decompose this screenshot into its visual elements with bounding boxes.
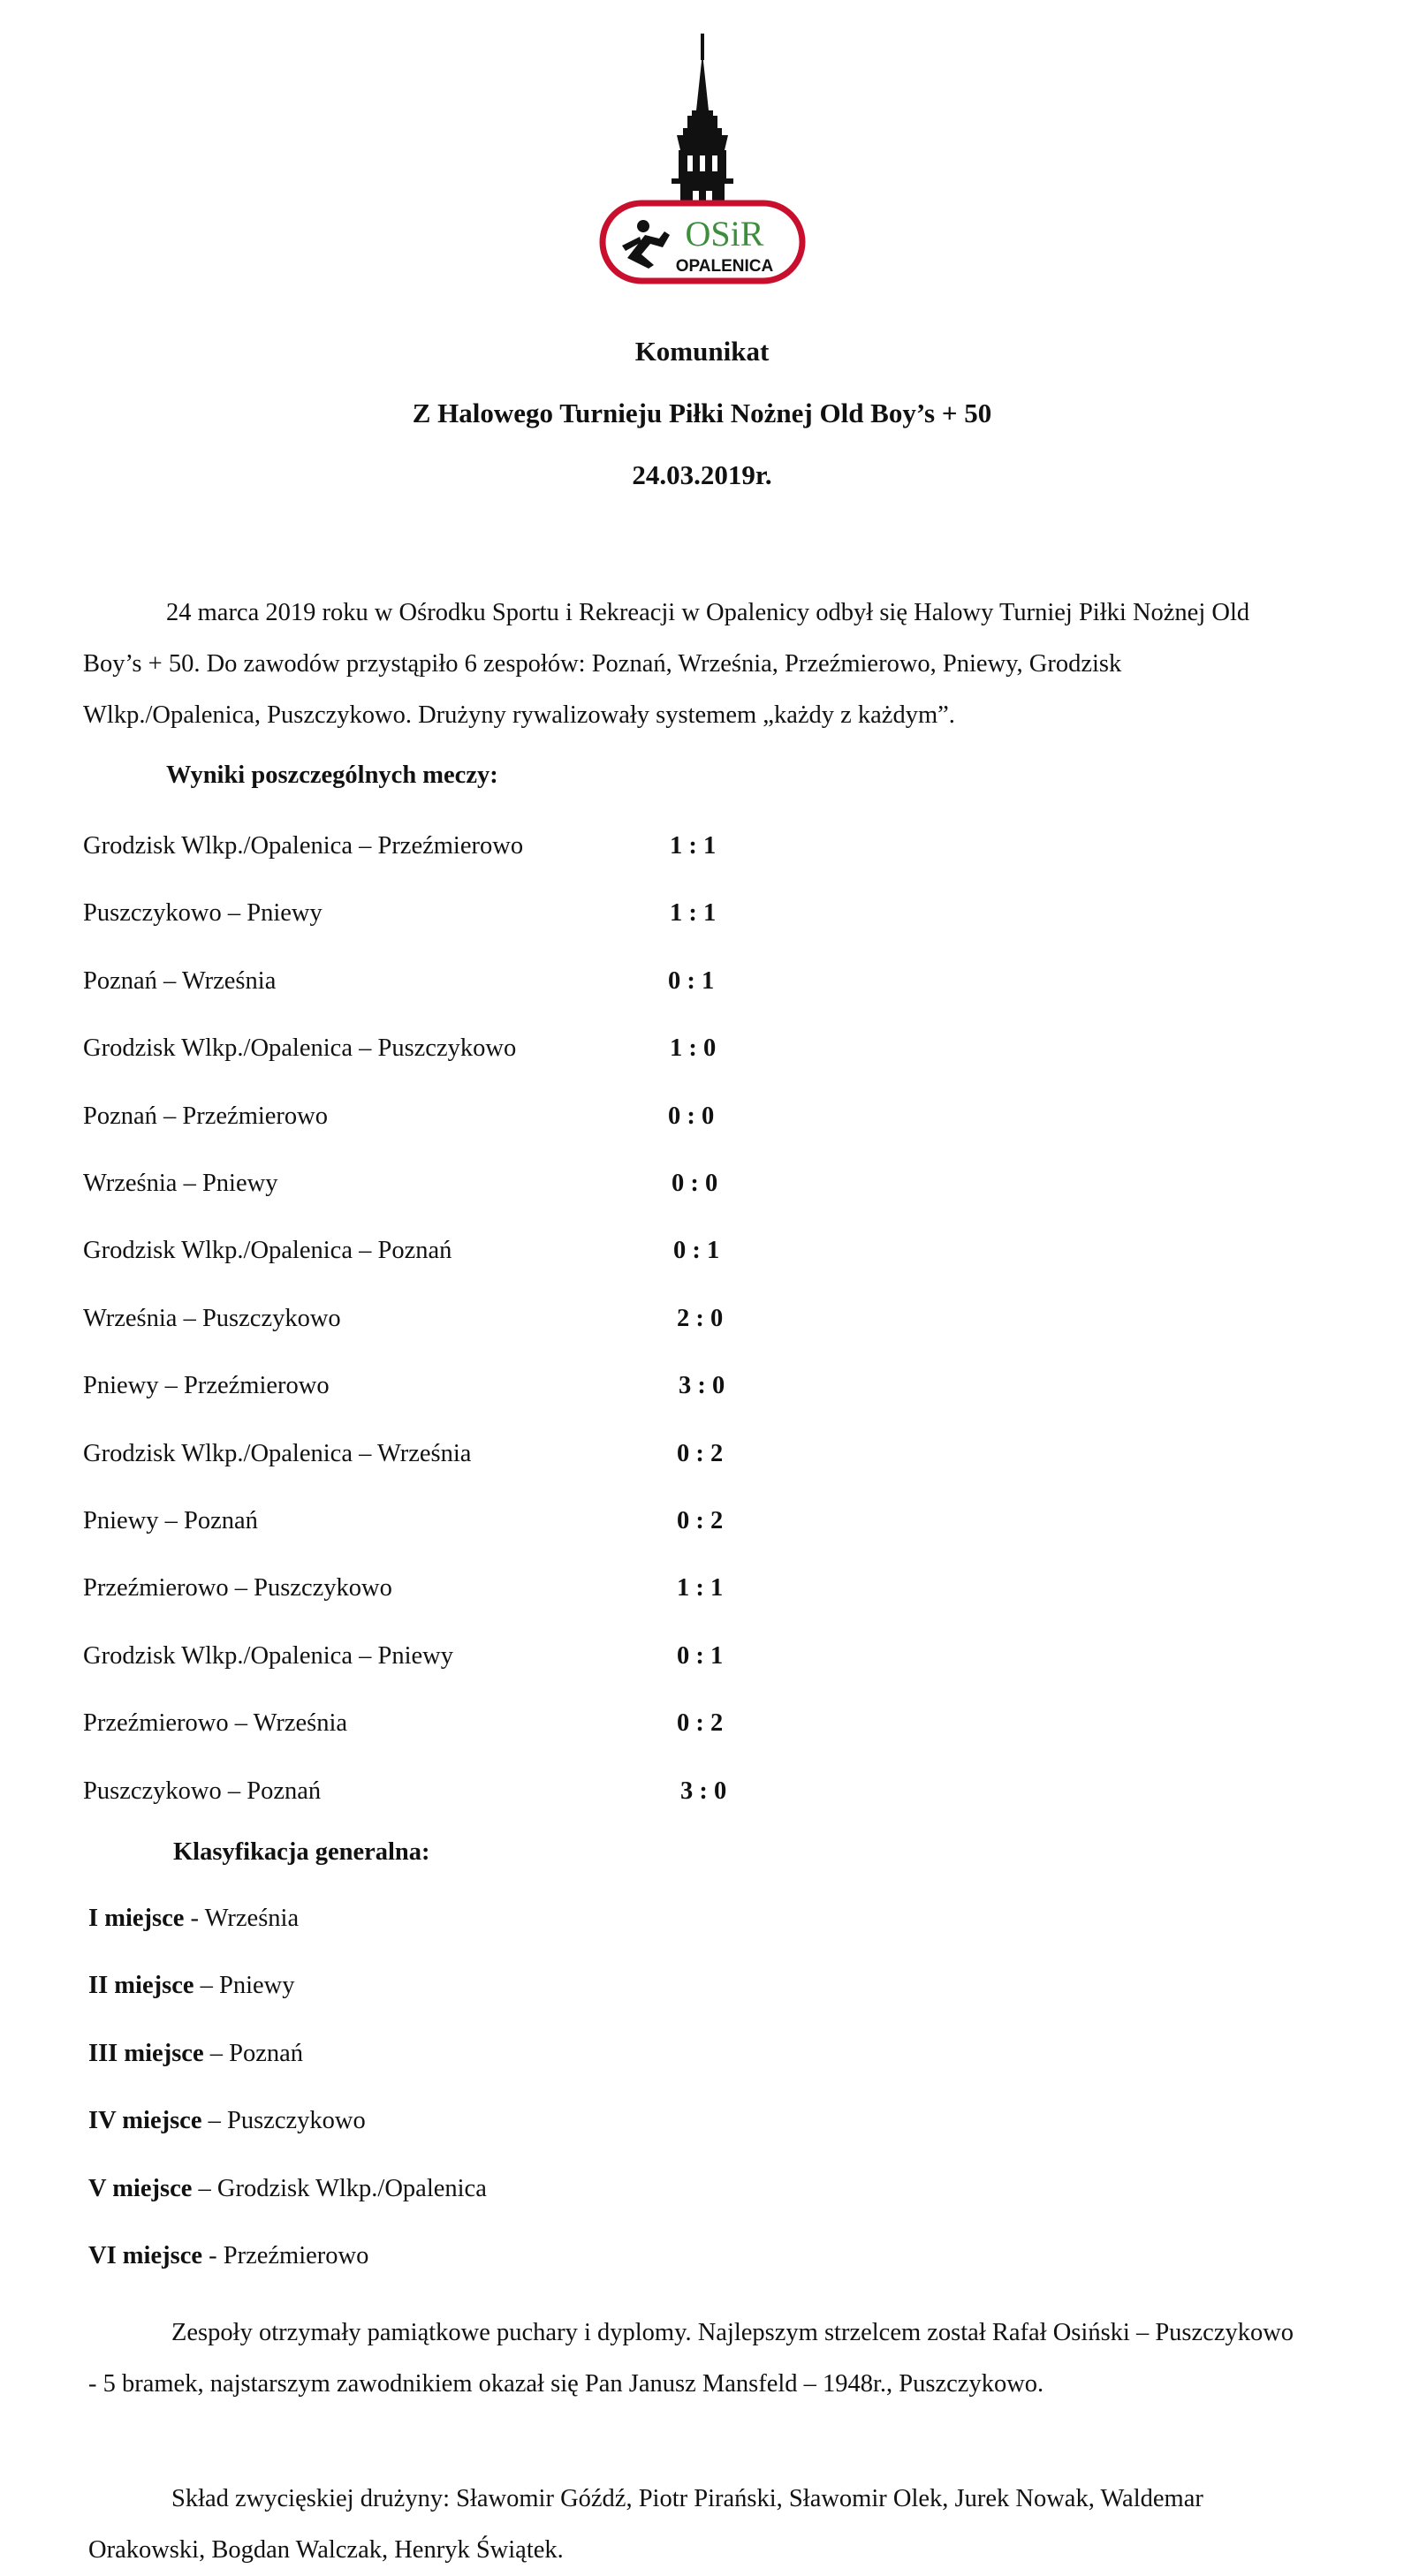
standing-place: IV miejsce bbox=[88, 2107, 202, 2135]
match-teams: Pniewy – Przeźmierowo bbox=[83, 1372, 330, 1400]
title-tournament: Z Halowego Turnieju Piłki Nożnej Old Boy’s + 50 bbox=[412, 398, 992, 428]
standing-separator: – bbox=[194, 1972, 219, 2000]
match-teams: Grodzisk Wlkp./Opalenica – Poznań bbox=[83, 1237, 452, 1265]
match-row bbox=[83, 832, 878, 868]
title-date: 24.03.2019r. bbox=[632, 459, 772, 490]
match-score: 0 : 0 bbox=[672, 1170, 718, 1197]
match-score: 3 : 0 bbox=[679, 1372, 725, 1400]
match-row bbox=[83, 1777, 878, 1813]
match-teams: Września – Puszczykowo bbox=[83, 1304, 341, 1332]
standing-row bbox=[88, 1905, 299, 1933]
standing-team: Września bbox=[204, 1905, 300, 1932]
standing-row bbox=[88, 2040, 303, 2068]
standing-separator: - bbox=[202, 2242, 224, 2269]
match-score: 0 : 1 bbox=[668, 966, 715, 995]
standing-team: Przeźmierowo bbox=[223, 2242, 369, 2269]
osir-opalenica-logo bbox=[592, 27, 813, 292]
match-teams: Grodzisk Wlkp./Opalenica – Pniewy bbox=[83, 1641, 453, 1670]
match-teams: Puszczykowo – Poznań bbox=[83, 1777, 322, 1805]
standing-place: II miejsce bbox=[88, 1972, 194, 2000]
match-score: 1 : 1 bbox=[670, 899, 717, 928]
match-row bbox=[83, 1709, 878, 1745]
standing-team: Poznań bbox=[229, 2039, 303, 2067]
match-score: 1 : 1 bbox=[677, 1574, 724, 1602]
match-score: 1 : 1 bbox=[670, 832, 717, 860]
standing-place: VI miejsce bbox=[88, 2242, 202, 2269]
standing-place: V miejsce bbox=[88, 2174, 193, 2202]
match-row bbox=[83, 1574, 878, 1610]
match-teams: Poznań – Września bbox=[83, 966, 277, 995]
match-teams: Pniewy – Poznań bbox=[83, 1507, 258, 1534]
match-teams: Grodzisk Wlkp./Opalenica – Września bbox=[83, 1439, 472, 1467]
match-teams: Grodzisk Wlkp./Opalenica – Przeźmierowo bbox=[83, 832, 524, 860]
standing-separator: – bbox=[201, 2107, 227, 2135]
match-teams: Puszczykowo – Pniewy bbox=[83, 899, 323, 928]
match-score: 0 : 2 bbox=[677, 1507, 724, 1534]
award-paragraph: Zespoły otrzymały pamiątkowe puchary i dyplomy. Najlepszym strzelcem został Rafał Osiński – Puszczykowo - 5 bramek, najstarszym zawodnikiem okazał się Pan Janusz Mansfeld – 1948r., Puszczykowo. bbox=[88, 2319, 1294, 2398]
logo-opalenica-text: OPALENICA bbox=[675, 257, 774, 276]
match-row bbox=[83, 1034, 878, 1070]
match-row bbox=[83, 1507, 878, 1542]
title-komunikat: Komunikat bbox=[634, 336, 770, 367]
match-row bbox=[83, 1237, 878, 1272]
classification-heading: Klasyfikacja generalna: bbox=[173, 1838, 430, 1866]
match-score: 1 : 0 bbox=[670, 1034, 717, 1063]
match-score: 0 : 2 bbox=[677, 1709, 724, 1738]
squad-paragraph: Skład zwycięskiej drużyny: Sławomir Góźdź, Piotr Pirański, Sławomir Olek, Jurek Nowak, Waldemar Orakowski, Bogdan Walczak, Henryk Świątek. bbox=[88, 2485, 1203, 2564]
match-teams: Przeźmierowo – Września bbox=[83, 1709, 348, 1738]
standing-team: Grodzisk Wlkp./Opalenica bbox=[216, 2174, 487, 2202]
standing-row bbox=[88, 1972, 295, 2000]
match-score: 0 : 2 bbox=[677, 1439, 724, 1467]
standing-separator: – bbox=[192, 2174, 217, 2202]
match-row bbox=[83, 1440, 878, 1475]
match-score: 2 : 0 bbox=[677, 1304, 724, 1332]
intro-paragraph: 24 marca 2019 roku w Ośrodku Sportu i Rekreacji w Opalenicy odbył się Halowy Turniej Piłki Nożnej Old Boy’s + 50. Do zawodów przystąpiło 6 zespołów: Poznań, Września, Przeźmierowo, Pniewy, Grodzisk Wlkp./Opalenica, Puszczykowo. Drużyny rywalizowały systemem „każdy z każdym”. bbox=[83, 599, 1250, 729]
match-teams: Grodzisk Wlkp./Opalenica – Puszczykowo bbox=[83, 1034, 517, 1063]
logo-osir-text: OSiR bbox=[685, 214, 764, 254]
standing-row bbox=[88, 2107, 366, 2135]
match-row bbox=[83, 1170, 878, 1205]
match-teams: Poznań – Przeźmierowo bbox=[83, 1102, 328, 1130]
match-score: 0 : 1 bbox=[673, 1237, 720, 1265]
match-row bbox=[83, 899, 878, 935]
match-row bbox=[83, 1372, 878, 1407]
standing-team: Pniewy bbox=[219, 1972, 295, 2000]
match-score: 3 : 0 bbox=[680, 1777, 727, 1805]
match-teams: Września – Pniewy bbox=[83, 1170, 278, 1197]
standing-separator: – bbox=[203, 2039, 230, 2067]
standing-row bbox=[88, 2242, 368, 2270]
match-teams: Przeźmierowo – Puszczykowo bbox=[83, 1574, 392, 1602]
match-row bbox=[83, 967, 878, 1003]
standing-team: Puszczykowo bbox=[226, 2107, 366, 2135]
standing-separator: - bbox=[184, 1905, 205, 1932]
standing-place: I miejsce bbox=[88, 1905, 185, 1932]
match-row bbox=[83, 1305, 878, 1340]
tower-icon bbox=[672, 34, 733, 219]
match-row bbox=[83, 1642, 878, 1678]
match-score: 0 : 0 bbox=[668, 1102, 715, 1130]
standing-place: III miejsce bbox=[88, 2039, 204, 2067]
match-score: 0 : 1 bbox=[677, 1641, 724, 1670]
standing-row bbox=[88, 2175, 487, 2203]
match-row bbox=[83, 1102, 878, 1138]
results-heading: Wyniki poszczególnych meczy: bbox=[166, 761, 498, 789]
